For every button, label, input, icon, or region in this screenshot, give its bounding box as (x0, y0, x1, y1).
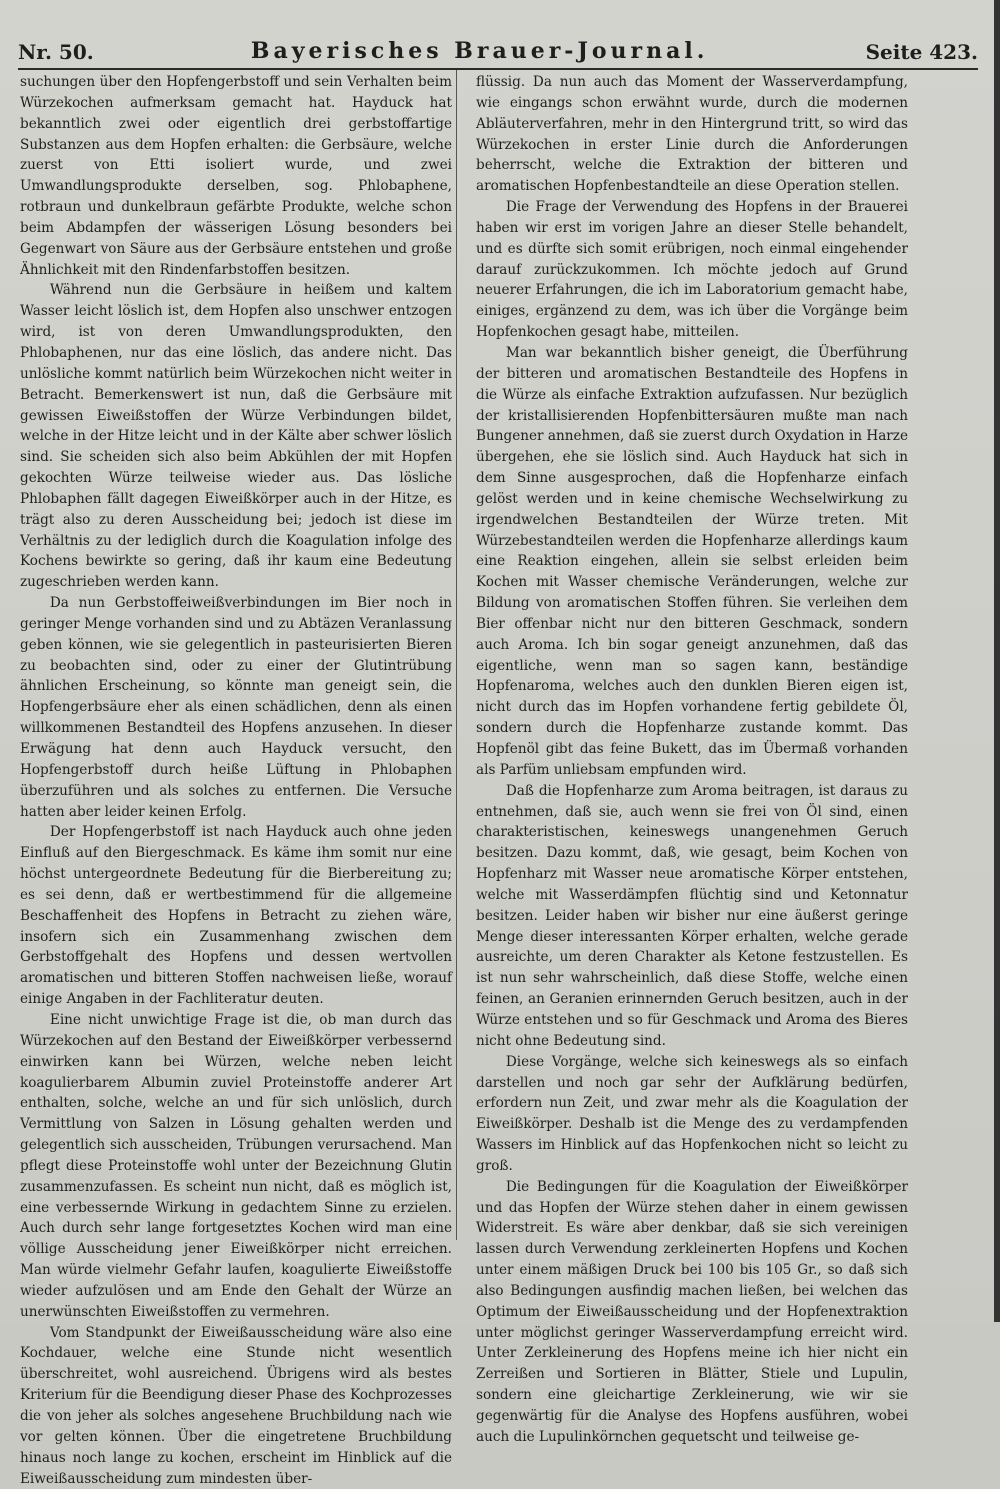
paragraph: Da nun Gerbstoffeiweißverbindungen im Bier noch in geringer Menge vorhanden sind und zu Abtäzen Veranlassung geben können, wie sie gelegentlich in pasteurisierten Bieren zu beobachten sind, oder zu einer der Glutintrübung ähnlichen Erscheinung, so könnte man geneigt sein, die Hopfengerbsäure eher als einen schädlichen, denn als einen willkommenen Bestandteil des Hopfens anzusehen. In dieser Erwägung hat denn auch Hayduck versucht, den Hopfengerbstoff durch heiße Lüftung in Phlobaphen überzuführen und als solches zu entfernen. Die Versuche hatten aber leider keinen Erfolg. (20, 595, 452, 820)
issue-number: Nr. 50. (18, 40, 94, 64)
page-header (18, 24, 978, 70)
paragraph: Daß die Hopfenharze zum Aroma beitragen, ist daraus zu entnehmen, daß sie, auch wenn sie frei von Öl sind, einen charakteristischen, keineswegs unangenehmen Geruch besitzen. Dazu kommt, daß, wie gesagt, beim Kochen von Hopfenharz mit Wasser neue aromatische Körper entstehen, welche mit Wasserdämpfen flüchtig sind und Ketonnatur besitzen. Leider haben wir bisher nur eine äußerst geringe Menge dieser interessanten Körper erhalten, welche gerade ausreichte, um deren Charakter als Ketone festzustellen. Es ist nun sehr wahrscheinlich, daß diese Stoffe, welche einen feinen, an Geranien erinnernden Geruch besitzen, auch in der Würze entstehen und so für Geschmack und Aroma des Bieres nicht ohne Bedeutung sind. (476, 782, 908, 1049)
column-divider (456, 70, 457, 1240)
paragraph: Die Frage der Verwendung des Hopfens in der Brauerei haben wir erst im vorigen Jahre an dieser Stelle behandelt, und es dürfte sich somit erübrigen, noch einmal eingehender darauf zurückzukommen. Ich möchte jedoch auf Grund neuerer Erfahrungen, die ich im Laboratorium gemacht habe, einiges, ergänzend zu dem, was ich über die Vorgänge beim Hopfenkochen gesagt habe, mitteilen. (476, 199, 908, 341)
right-column (476, 72, 908, 1448)
paragraph: flüssig. Da nun auch das Moment der Wasserverdampfung, wie eingangs schon erwähnt wurde, durch die modernen Abläuterverfahren, mehr in den Hintergrund tritt, so wird das Würzekochen in erster Linie durch die Anforderungen beherrscht, welche die Extraktion der bitteren und aromatischen Hopfenbestandteile an diese Operation stellen. (476, 74, 908, 195)
page-number: Seite 423. (865, 40, 978, 64)
paragraph: Die Bedingungen für die Koagulation der Eiweißkörper und das Hopfen der Würze stehen daher in einem gewissen Widerstreit. Es wäre aber denkbar, daß sie sich vereinigen lassen durch Verwendung zerkleinerten Hopfens und Kochen unter einem mäßigen Druck bei 100 bis 105 Gr., so daß sich also Bedingungen ausfindig machen ließen, bei welchen das Optimum der Eiweißausscheidung und der Hopfenextraktion unter möglichst geringer Wasserverdampfung erreicht wird. Unter Zerkleinerung des Hopfens meine ich hier nicht ein Zerreißen und Sortieren in Blätter, Stiele und Lupulin, sondern eine gleichartige Zerkleinerung, wie wir sie gegenwärtig für die Analyse des Hopfens ausführen, wobei auch die Lupulinkörnchen gequetscht und teilweise ge- (476, 1178, 908, 1445)
paragraph: Vom Standpunkt der Eiweißausscheidung wäre also eine Kochdauer, welche eine Stunde nicht wesentlich überschreitet, wohl ausreichend. Übrigens wird als bestes Kriterium für die Beendigung dieser Phase des Kochprozesses die von jeher als solches angesehene Bruchbildung nach wie vor gelten können. Über die eingetretene Bruchbildung hinaus noch lange zu kochen, erscheint im Hinblick auf die Eiweißausscheidung zum mindesten über- (20, 1324, 452, 1487)
paragraph: Der Hopfengerbstoff ist nach Hayduck auch ohne jeden Einfluß auf den Biergeschmack. Es käme ihm somit nur eine höchst untergeordnete Bedeutung für die Bierbereitung zu; es sei denn, daß er wertbestimmend für die allgemeine Beschaffenheit des Hopfens in Betracht zu ziehen wäre, insofern sich ein Zusammenhang zwischen dem Gerbstoffgehalt des Hopfens und dessen wertvollen aromatischen und bitteren Stoffen nachweisen ließe, worauf einige Angaben in der Fachliteratur deuten. (20, 824, 452, 1008)
paragraph: Diese Vorgänge, welche sich keineswegs als so einfach darstellen und noch gar sehr der Aufklärung bedürfen, erfordern nun Zeit, und zwar mehr als die Koagulation der Eiweißkörper. Deshalb ist die Menge des zu verdampfenden Wassers im Hinblick auf das Hopfenkochen nicht so leicht zu groß. (476, 1053, 908, 1174)
journal-title: Bayerisches Brauer-Journal. (250, 38, 709, 64)
left-column (20, 72, 452, 1489)
paragraph: suchungen über den Hopfengerbstoff und sein Verhalten beim Würzekochen aufmerksam gemacht hat. Hayduck hat bekanntlich zwei oder eigentlich drei gerbstoffartige Substanzen aus dem Hopfen erhalten: die Gerbsäure, welche zuerst von Etti isoliert wurde, und zwei Umwandlungsprodukte derselben, sog. Phlobaphene, rotbraun und dunkelbraun gefärbte Produkte, welche schon beim Abdampfen der wässerigen Lösung besonders bei Gegenwart von Säure aus der Gerbsäure entstehen und große Ähnlichkeit mit den Rindenfarbstoffen besitzen. (20, 74, 452, 278)
binding-edge (994, 0, 1000, 1322)
paragraph: Man war bekanntlich bisher geneigt, die Überführung der bitteren und aromatischen Bestandteile des Hopfens in die Würze als einfache Extraktion aufzufassen. Nur bezüglich der kristallisierenden Hopfenbittersäuren mußte man nach Bungener annehmen, daß sie zuerst durch Oxydation in Harze übergehen, ehe sie löslich sind. Auch Hayduck hat sich in dem Sinne ausgesprochen, daß die Hopfenharze einfach gelöst werden und in keine chemische Wechselwirkung zu irgendwelchen Bestandteilen der Würze treten. Mit Würzebestandteilen werden die Hopfenharze allerdings kaum eine Reaktion eingehen, allein sie selbst erleiden beim Kochen mit Wasser chemische Veränderungen, welche zur Bildung von aromatischen Stoffen führen. Sie verleihen dem Bier offenbar nicht nur den bitteren Geschmack, sondern auch Aroma. Ich bin sogar geneigt anzunehmen, daß das eigentliche, wenn man so sagen kann, beständige Hopfenaroma, welches auch den dunklen Bieren eigen ist, nicht durch das im Hopfen vorhandene fertig gebildete Öl, sondern durch die Hopfenharze zustande kommt. Das Hopfenöl gibt das feine Bukett, das im Übermaß vorhanden als Parfüm unliebsam empfunden wird. (476, 344, 908, 778)
paragraph: Eine nicht unwichtige Frage ist die, ob man durch das Würzekochen auf den Bestand der Eiweißkörper verbessernd einwirken kann bei Würzen, welche neben leicht koagulierbarem Albumin zuviel Proteinstoffe anderer Art enthalten, solche, welche an und für sich unlöslich, durch Vermittlung von Salzen in Lösung gehalten werden und gelegentlich sich ausscheiden, Trübungen verursachend. Man pflegt diese Proteinstoffe wohl unter der Bezeichnung Glutin zusammenzufassen. Es scheint nun nicht, daß es möglich ist, eine verbessernde Wirkung in gedachtem Sinne zu erzielen. Auch durch sehr lange fortgesetztes Kochen wird man eine völlige Ausscheidung jener Eiweißkörper nicht erreichen. Man würde vielmehr Gefahr laufen, koagulierte Eiweißstoffe wieder aufzulösen und am Ende den Gehalt der Würze an unerwünschten Eiweißstoffen zu vermehren. (20, 1011, 452, 1320)
paragraph: Während nun die Gerbsäure in heißem und kaltem Wasser leicht löslich ist, dem Hopfen also unschwer entzogen wird, ist von deren Umwandlungsprodukten, den Phlobaphenen, nur das eine löslich, das andere nicht. Das unlösliche kommt natürlich beim Würzekochen nicht weiter in Betracht. Bemerkenswert ist nun, daß die Gerbsäure mit gewissen Eiweißstoffen der Würze Verbindungen bildet, welche in der Hitze leicht und in der Kälte aber schwer löslich sind. Sie scheiden sich also beim Abkühlen der mit Hopfen gekochten Würze teilweise wieder aus. Das lösliche Phlobaphen fällt dagegen Eiweißkörper auch in der Hitze, es trägt also zu deren Ausscheidung bei; jedoch ist diese im Verhältnis zu der lediglich durch die Koagulation infolge des Kochens bewirkte so gering, daß ihr kaum eine Bedeutung zugeschrieben werden kann. (20, 282, 452, 591)
